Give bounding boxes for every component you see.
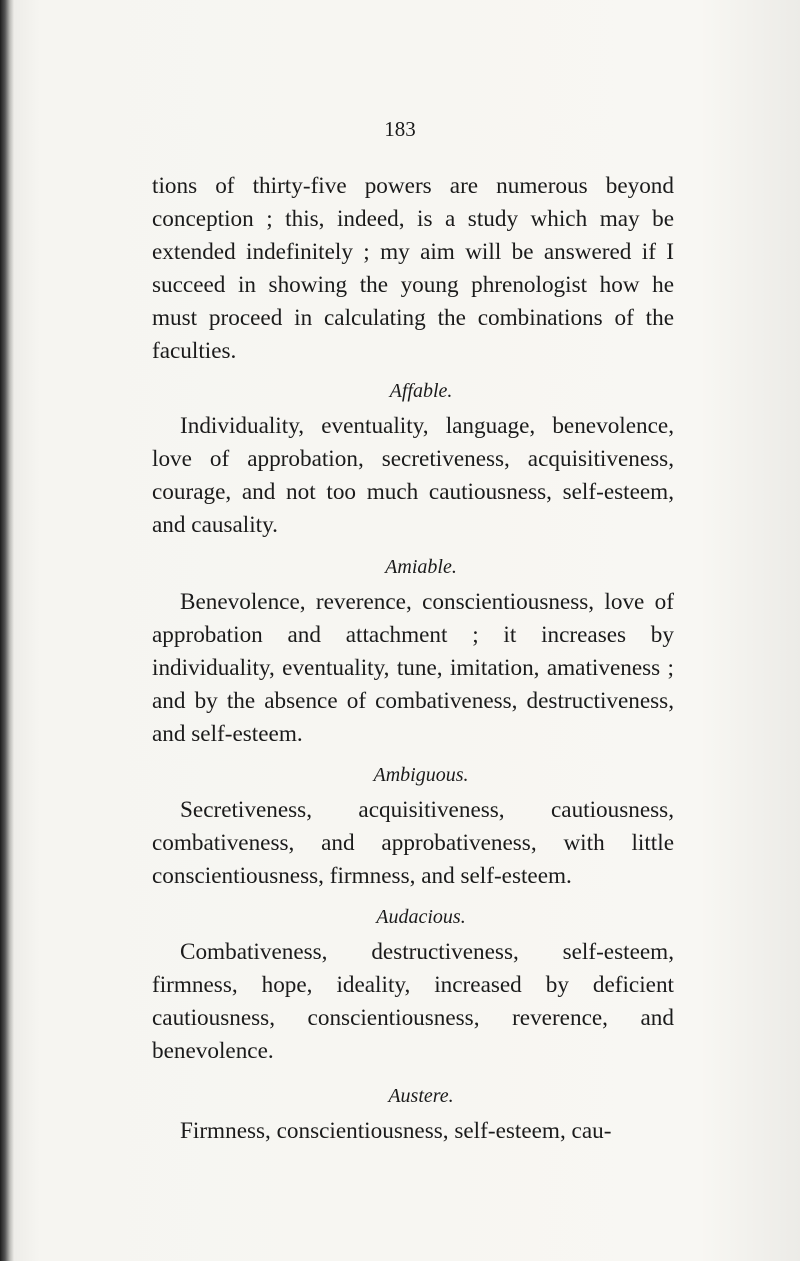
entry-heading: Amiable. (385, 556, 457, 578)
page-number: 183 (384, 117, 416, 141)
entry-ambiguous (152, 762, 674, 893)
entry-text: Secretiveness, acquisitiveness, cautiousness, combativeness, and approbativeness, with little conscientiousness, firmness, and self-esteem. (152, 797, 674, 889)
entry-audacious (152, 904, 674, 1068)
entry-heading: Affable. (389, 380, 453, 402)
entry-amiable (152, 554, 674, 751)
entry-austere (152, 1083, 674, 1148)
page-body (152, 170, 674, 1148)
book-spine-shadow (0, 0, 14, 1261)
intro-paragraph: tions of thirty-five powers are numerous beyond conception ; this, indeed, is a study which may be extended indefinitely ; my aim will be answered if I succeed in showing the young phrenologist how he must proceed in calculating the combinations of the faculties. (152, 173, 674, 364)
entry-text: Benevolence, reverence, conscientiousness, love of approbation and attachment ; it increases by individuality, eventuality, tune, imitation, amativeness ; and by the absence of combativeness, destructiveness, and self-esteem. (152, 589, 674, 747)
entry-heading: Ambiguous. (373, 764, 469, 786)
entry-text: Individuality, eventuality, language, benevolence, love of approbation, secretiveness, acquisitiveness, courage, and not too much cautiousness, self-esteem, and causality. (152, 413, 674, 538)
entry-text: Combativeness, destructiveness, self-esteem, firmness, hope, ideality, increased by deficient cautiousness, conscientiousness, reverence, and benevolence. (152, 939, 674, 1064)
entry-affable (152, 378, 674, 542)
entry-heading: Audacious. (376, 906, 466, 928)
entry-heading: Austere. (388, 1085, 454, 1107)
entry-text: Firmness, conscientiousness, self-esteem, cau- (180, 1118, 612, 1144)
